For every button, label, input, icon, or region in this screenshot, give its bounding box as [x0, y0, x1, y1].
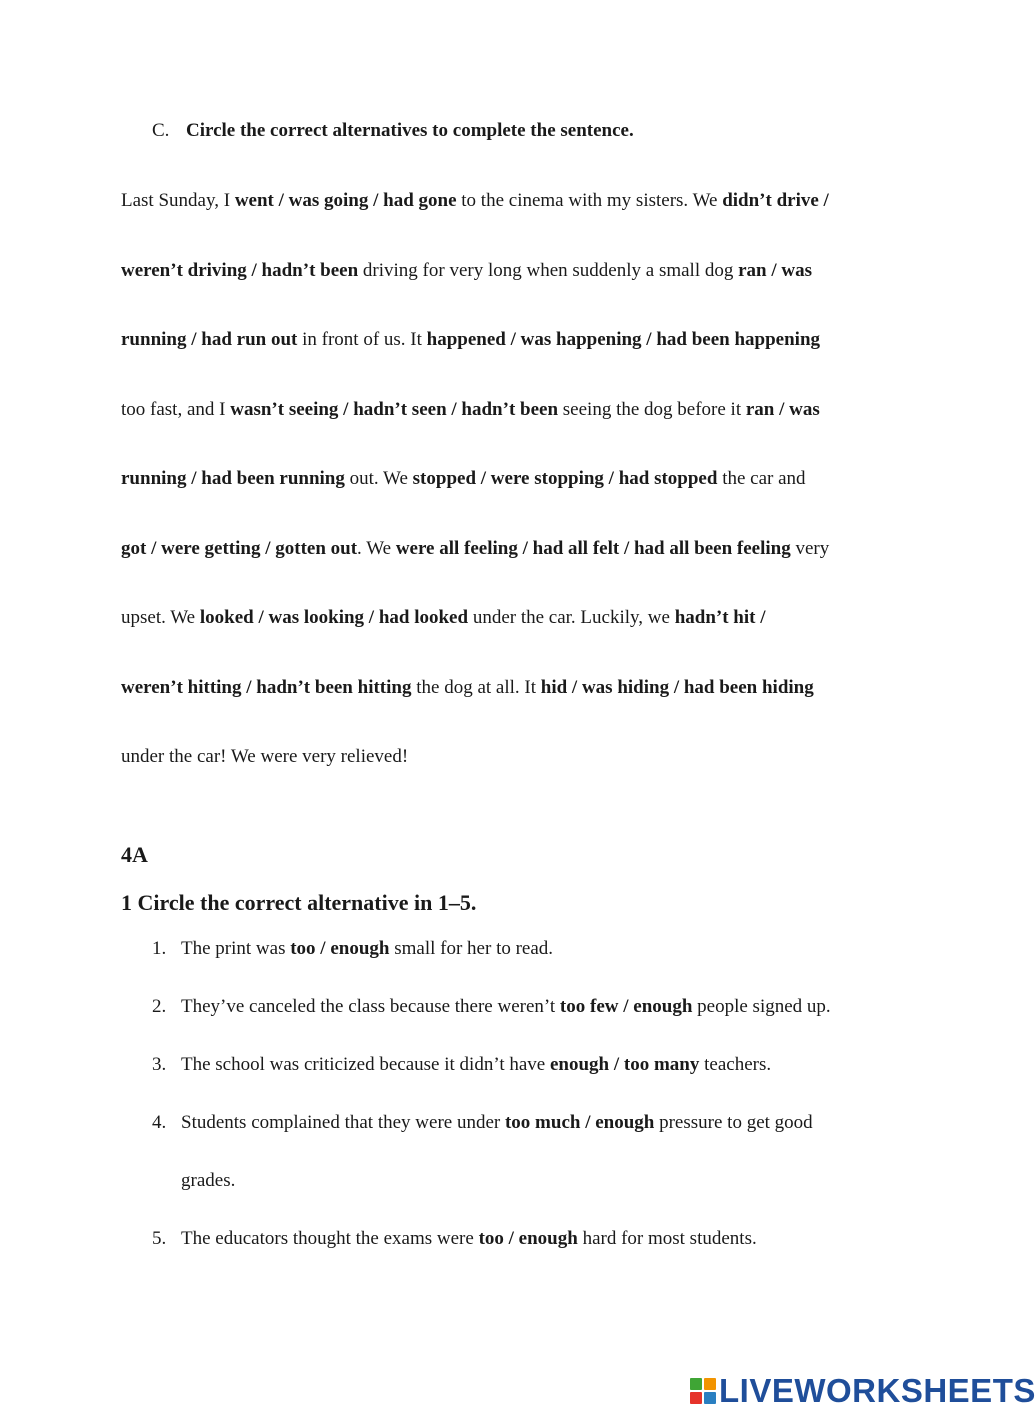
text-run: upset. We: [121, 607, 200, 628]
answer-options[interactable]: running / had run out: [121, 329, 298, 350]
exercise-1-instruction: 1 Circle the correct alternative in 1–5.: [121, 890, 477, 915]
item-number: 2.: [152, 996, 167, 1017]
text-run: . We: [357, 538, 396, 559]
item-number: 5.: [152, 1228, 167, 1249]
logo-wordmark: LIVEWORKSHEETS: [719, 1372, 1036, 1409]
text-run: pressure to get good: [654, 1112, 813, 1133]
section-c-instruction: Circle the correct alternatives to complete the sentence.: [186, 120, 634, 141]
list-item: [152, 1228, 757, 1250]
section-4a-heading: 4A: [121, 842, 148, 867]
text-run: the car and: [717, 468, 806, 489]
liveworksheets-logo: [690, 1371, 1036, 1411]
text-run: teachers.: [699, 1054, 772, 1075]
item-number: 4.: [152, 1112, 167, 1133]
text-run: too fast, and I: [121, 399, 231, 420]
answer-options[interactable]: went / was going / had gone: [234, 190, 457, 211]
answer-options[interactable]: looked / was looking / had looked: [199, 607, 469, 628]
text-run: very: [790, 538, 830, 559]
story-line: [121, 260, 891, 282]
text-run: The print was: [181, 938, 291, 959]
list-item: [152, 996, 831, 1018]
answer-options[interactable]: ran / was: [745, 399, 820, 420]
text-run: The educators thought the exams were: [181, 1228, 479, 1249]
text-run: They’ve canceled the class because there weren’t: [181, 996, 560, 1017]
answer-options[interactable]: weren’t hitting / hadn’t been hitting: [121, 677, 412, 698]
answer-options[interactable]: running / had been running: [121, 468, 345, 489]
answer-options[interactable]: happened / was happening / had been happening: [426, 329, 821, 350]
list-item-continuation: grades.: [181, 1170, 236, 1191]
text-run: people signed up.: [692, 996, 831, 1017]
answer-options[interactable]: didn’t drive /: [722, 190, 829, 211]
text-run: driving for very long when suddenly a small dog: [358, 260, 739, 281]
answer-options[interactable]: too much / enough: [504, 1112, 655, 1133]
list-item: [152, 1054, 771, 1076]
text-run: seeing the dog before it: [558, 399, 746, 420]
answer-options[interactable]: hid / was hiding / had been hiding: [540, 677, 814, 698]
answer-options[interactable]: too / enough: [290, 938, 390, 959]
item-number: 3.: [152, 1054, 167, 1075]
story-line: [121, 399, 891, 421]
section-c-heading: [152, 120, 634, 142]
text-run: under the car! We were very relieved!: [121, 746, 409, 767]
answer-options[interactable]: ran / was: [738, 260, 813, 281]
text-run: under the car. Luckily, we: [468, 607, 675, 628]
section-c-letter: C.: [152, 120, 170, 141]
answer-options[interactable]: got / were getting / gotten out: [121, 538, 358, 559]
answer-options[interactable]: too / enough: [478, 1228, 578, 1249]
answer-options[interactable]: were all feeling / had all felt / had all been feeling: [395, 538, 791, 559]
text-run: Last Sunday, I: [121, 190, 235, 211]
text-run: out. We: [344, 468, 413, 489]
logo-squares-icon: [690, 1378, 716, 1404]
story-line: [121, 468, 891, 490]
answer-options[interactable]: wasn’t seeing / hadn’t seen / hadn’t been: [230, 399, 559, 420]
story-line: [121, 190, 891, 212]
text-run: in front of us. It: [297, 329, 427, 350]
item-number: 1.: [152, 938, 167, 959]
story-line: [121, 607, 891, 629]
list-item: [152, 938, 553, 960]
text-run: small for her to read.: [389, 938, 554, 959]
text-run: The school was criticized because it didn’t have: [181, 1054, 550, 1075]
answer-options[interactable]: weren’t driving / hadn’t been: [121, 260, 359, 281]
story-line: [121, 677, 891, 699]
story-line: [121, 746, 891, 768]
story-line: [121, 329, 891, 351]
answer-options[interactable]: too few / enough: [559, 996, 693, 1017]
list-item: [152, 1112, 813, 1134]
text-run: hard for most students.: [577, 1228, 757, 1249]
text-run: to the cinema with my sisters. We: [456, 190, 723, 211]
answer-options[interactable]: hadn’t hit /: [674, 607, 766, 628]
answer-options[interactable]: enough / too many: [549, 1054, 700, 1075]
story-line: [121, 538, 891, 560]
answer-options[interactable]: stopped / were stopping / had stopped: [412, 468, 718, 489]
text-run: the dog at all. It: [411, 677, 541, 698]
text-run: Students complained that they were under: [181, 1112, 505, 1133]
